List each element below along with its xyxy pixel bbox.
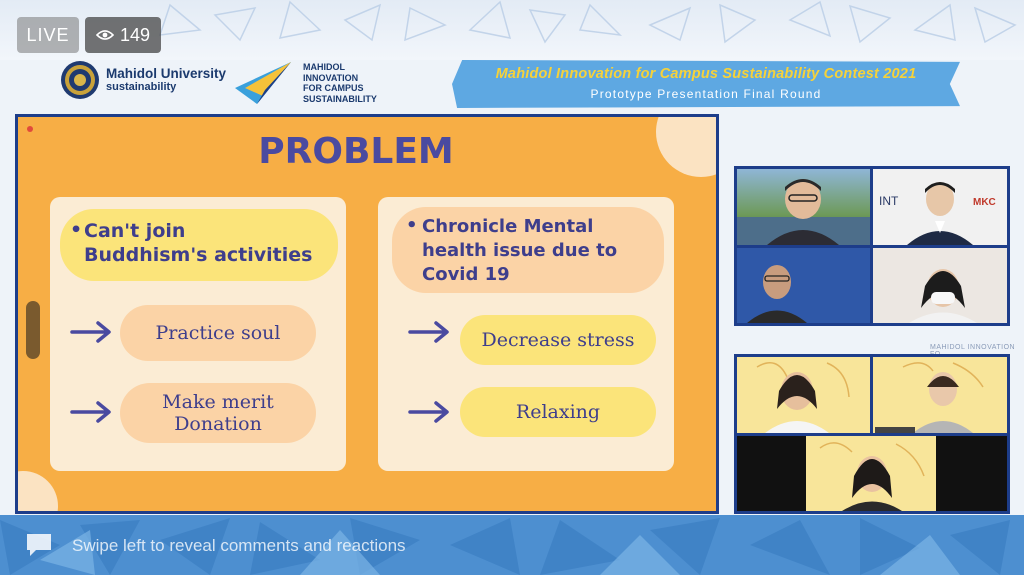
- solution-item: [460, 387, 656, 437]
- university-subtitle: sustainability: [106, 81, 177, 93]
- arrow-right-icon: [70, 401, 112, 423]
- item-line: Relaxing: [515, 401, 601, 423]
- comments-hint: Swipe left to reveal comments and reactions: [72, 536, 406, 555]
- item-line: Practice soul: [155, 322, 281, 344]
- slide-title: PROBLEM: [258, 131, 454, 172]
- problem-panel-right: [378, 197, 674, 471]
- participant-avatar: [873, 169, 1007, 245]
- arrow-right-icon: [408, 401, 450, 423]
- participant-video-tile[interactable]: [873, 248, 1007, 323]
- arrow-right-icon: [408, 321, 450, 343]
- viewer-count-badge: [85, 17, 161, 53]
- participant-avatar: [873, 357, 1007, 433]
- participant-video-tile[interactable]: [737, 357, 870, 433]
- participant-avatar: [873, 248, 1007, 323]
- participant-video-tile[interactable]: [873, 357, 1007, 433]
- viewer-count: 149: [119, 24, 151, 45]
- mics-line: SUSTAINABILITY: [303, 93, 377, 104]
- live-label: LIVE: [26, 24, 70, 45]
- video-grid-bottom: [734, 354, 1010, 514]
- participant-video-tile[interactable]: [737, 248, 870, 323]
- presentation-slide: [18, 117, 716, 511]
- bullet-icon: •: [70, 219, 83, 241]
- live-badge: [17, 17, 79, 53]
- mahidol-seal-logo: [60, 60, 100, 100]
- problem-heading: [392, 207, 664, 293]
- presentation-slide-frame: [15, 114, 719, 514]
- participant-video-tile[interactable]: [806, 436, 936, 511]
- item-line: Donation: [174, 413, 262, 435]
- mics-line: FOR CAMPUS: [303, 83, 364, 93]
- participant-video-tile[interactable]: [873, 169, 1007, 245]
- slide-toolbar-handle[interactable]: [26, 301, 40, 359]
- participant-avatar: [737, 357, 870, 433]
- heading-line: Chronicle Mental: [422, 216, 594, 237]
- banner-subtitle: Prototype Presentation Final Round: [590, 87, 822, 101]
- heading-line: Buddhism's activities: [84, 244, 313, 266]
- arrow-right-icon: [70, 321, 112, 343]
- mics-line: MAHIDOL: [303, 62, 345, 72]
- heading-line: health issue due to: [422, 240, 618, 261]
- banner-title: Mahidol Innovation for Campus Sustainability Contest 2021: [495, 66, 917, 82]
- solution-item: [120, 383, 316, 443]
- mics-line: INNOVATION: [303, 72, 359, 83]
- mics-logo-text: [303, 62, 377, 104]
- eye-icon: [96, 29, 114, 41]
- participant-video-tile[interactable]: [737, 169, 870, 245]
- side-watermark: MAHIDOL INNOVATION: [930, 344, 1016, 351]
- participant-avatar: [737, 248, 870, 323]
- video-grid-top: [734, 166, 1010, 326]
- item-line: Decrease stress: [481, 329, 635, 351]
- problem-panel-left: [50, 197, 346, 471]
- heading-line: Can't join: [84, 220, 186, 242]
- participant-avatar: [737, 169, 870, 245]
- bullet-icon: •: [406, 215, 418, 236]
- item-line: Make merit: [162, 391, 274, 413]
- decor-circle: [18, 471, 58, 511]
- solution-item: [120, 305, 316, 361]
- heading-line: Covid 19: [422, 264, 510, 285]
- solution-item: [460, 315, 656, 365]
- problem-heading: [60, 209, 338, 281]
- svg-text:MKC: MKC: [973, 197, 996, 208]
- paper-plane-logo: [235, 60, 291, 104]
- comment-bubble-icon[interactable]: [24, 530, 54, 560]
- svg-text:INT: INT: [879, 194, 899, 208]
- participant-avatar: [806, 436, 936, 511]
- university-name: Mahidol University: [106, 66, 227, 81]
